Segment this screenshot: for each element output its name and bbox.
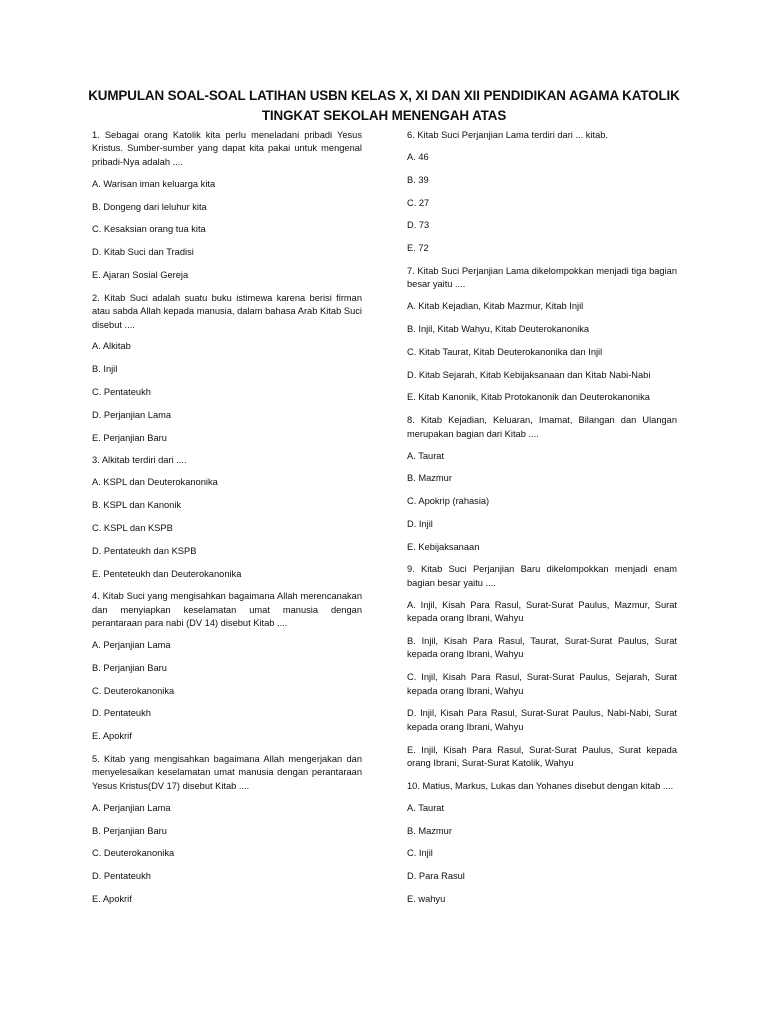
option-b: B. Mazmur xyxy=(407,473,452,484)
option-a: A. Kitab Kejadian, Kitab Mazmur, Kitab Injil xyxy=(407,301,584,312)
question-1 xyxy=(92,129,362,282)
option-e: E. Apokrif xyxy=(92,893,132,904)
option-c: C. Kitab Taurat, Kitab Deuterokanonika dan Injil xyxy=(407,346,603,357)
title-line-2: TINGKAT SEKOLAH MENENGAH ATAS xyxy=(261,108,507,123)
title-line-1: KUMPULAN SOAL-SOAL LATIHAN USBN KELAS X, XI DAN XII PENDIDIKAN AGAMA KATOLIK xyxy=(88,88,680,103)
option-c: C. Deuterokanonika xyxy=(92,848,175,859)
option-a: A. Perjanjian Lama xyxy=(92,640,171,651)
option-d: D. Para Rasul xyxy=(407,871,465,882)
question-text: 8. Kitab Kejadian, Keluaran, Imamat, Bilangan dan Ulangan merupakan bagian dari Kitab .... xyxy=(407,415,677,439)
option-a: A. Warisan iman keluarga kita xyxy=(92,178,216,189)
question-text: 6. Kitab Suci Perjanjian Lama terdiri dari ... kitab. xyxy=(407,130,609,140)
option-e: E. Apokrif xyxy=(92,731,132,742)
option-b: B. Injil xyxy=(92,364,118,375)
option-c: C. Apokrip (rahasia) xyxy=(407,496,490,507)
option-b: B. KSPL dan Kanonik xyxy=(92,500,182,511)
question-text: 5. Kitab yang mengisahkan bagaimana Allah mengerjakan dan menyelesaikan keselamatan umat manusia dengan perantaraan Yesus Kristus(DV 17) disebut Kitab .... xyxy=(92,754,362,791)
option-d: D. Perjanjian Lama xyxy=(92,409,172,420)
option-b: B. 39 xyxy=(407,174,429,185)
option-b: B. Injil, Kitab Wahyu, Kitab Deuterokanonika xyxy=(407,324,590,334)
question-10 xyxy=(407,780,677,907)
option-d: D. Pentateukh xyxy=(92,871,151,882)
question-3 xyxy=(92,454,362,581)
question-8 xyxy=(407,414,677,554)
question-6 xyxy=(407,129,677,256)
question-9 xyxy=(407,563,677,770)
option-c: C. Pentateukh xyxy=(92,387,151,398)
option-e: E. Kitab Kanonik, Kitab Protokanonik dan Deuterokanonika xyxy=(407,392,650,403)
option-e: E. Injil, Kisah Para Rasul, Surat-Surat Paulus, Surat kepada orang Ibrani, Surat-Surat Katolik, Wahyu xyxy=(407,744,677,769)
question-text: 1. Sebagai orang Katolik kita perlu meneladani pribadi Yesus Kristus. Sumber-sumber yang dapat kita pakai untuk mengenal pribadi-Nya adalah .... xyxy=(92,130,362,167)
option-e: E. 72 xyxy=(407,243,429,254)
option-e: E. Perjanjian Baru xyxy=(92,432,167,443)
option-d: D. Kitab Sejarah, Kitab Kebijaksanaan dan Kitab Nabi-Nabi xyxy=(407,369,651,380)
option-d: D. Kitab Suci dan Tradisi xyxy=(92,247,194,258)
question-text: 4. Kitab Suci yang mengisahkan bagaimana Allah merencanakan dan menyiapkan keselamatan umat manusia dengan perantaraan para nabi (DV 14) disebut Kitab .... xyxy=(92,591,362,629)
option-b: B. Perjanjian Baru xyxy=(92,662,167,673)
option-c: C. KSPL dan KSPB xyxy=(92,522,173,533)
question-5 xyxy=(92,753,362,906)
option-d: D. Pentateukh xyxy=(92,708,151,719)
option-b: B. Dongeng dari leluhur kita xyxy=(92,201,207,212)
option-a: A. KSPL dan Deuterokanonika xyxy=(92,477,218,488)
option-e: E. Penteteukh dan Deuterokanonika xyxy=(92,568,242,579)
option-c: C. Injil xyxy=(407,848,433,859)
option-e: E. wahyu xyxy=(407,893,446,904)
option-d: D. Injil xyxy=(407,518,433,529)
option-d: D. Injil, Kisah Para Rasul, Surat-Surat Paulus, Nabi-Nabi, Surat kepada orang Ibrani, Wahyu xyxy=(407,708,677,732)
option-a: A. Injil, Kisah Para Rasul, Surat-Surat Paulus, Mazmur, Surat kepada orang Ibrani, Wahyu xyxy=(407,599,677,624)
left-column xyxy=(92,129,362,916)
question-text: 2. Kitab Suci adalah suatu buku istimewa karena berisi firman atau sabda Allah kepada manusia, dalam bahasa Arab Kitab Suci disebut .... xyxy=(92,292,362,330)
option-b: B. Perjanjian Baru xyxy=(92,825,167,836)
option-a: A. Taurat xyxy=(407,450,445,461)
option-e: E. Kebijaksanaan xyxy=(407,541,480,552)
option-d: D. Pentateukh dan KSPB xyxy=(92,545,197,556)
option-c: C. 27 xyxy=(407,197,430,208)
option-a: A. Alkitab xyxy=(92,341,131,352)
option-b: B. Mazmur xyxy=(407,825,452,836)
question-text: 10. Matius, Markus, Lukas dan Yohanes disebut dengan kitab .... xyxy=(407,780,674,791)
question-7 xyxy=(407,265,677,405)
document-title xyxy=(80,86,688,126)
option-a: A. 46 xyxy=(407,151,429,162)
option-a: A. Taurat xyxy=(407,802,445,813)
option-b: B. Injil, Kisah Para Rasul, Taurat, Surat-Surat Paulus, Surat kepada orang Ibrani, Wahyu xyxy=(407,636,677,660)
right-column xyxy=(407,129,677,916)
option-e: E. Ajaran Sosial Gereja xyxy=(92,269,189,280)
option-c: C. Deuterokanonika xyxy=(92,685,175,696)
option-a: A. Perjanjian Lama xyxy=(92,802,171,813)
option-c: C. Injil, Kisah Para Rasul, Surat-Surat Paulus, Sejarah, Surat kepada orang Ibrani, Wahyu xyxy=(407,672,677,696)
question-4 xyxy=(92,590,362,743)
option-d: D. 73 xyxy=(407,220,430,231)
question-text: 9. Kitab Suci Perjanjian Baru dikelompokkan menjadi enam bagian besar yaitu .... xyxy=(407,564,677,588)
question-text: 7. Kitab Suci Perjanjian Lama dikelompokkan menjadi tiga bagian besar yaitu .... xyxy=(407,265,677,290)
question-text: 3. Alkitab terdiri dari .... xyxy=(92,455,187,466)
option-c: C. Kesaksian orang tua kita xyxy=(92,224,206,235)
question-2 xyxy=(92,292,362,445)
